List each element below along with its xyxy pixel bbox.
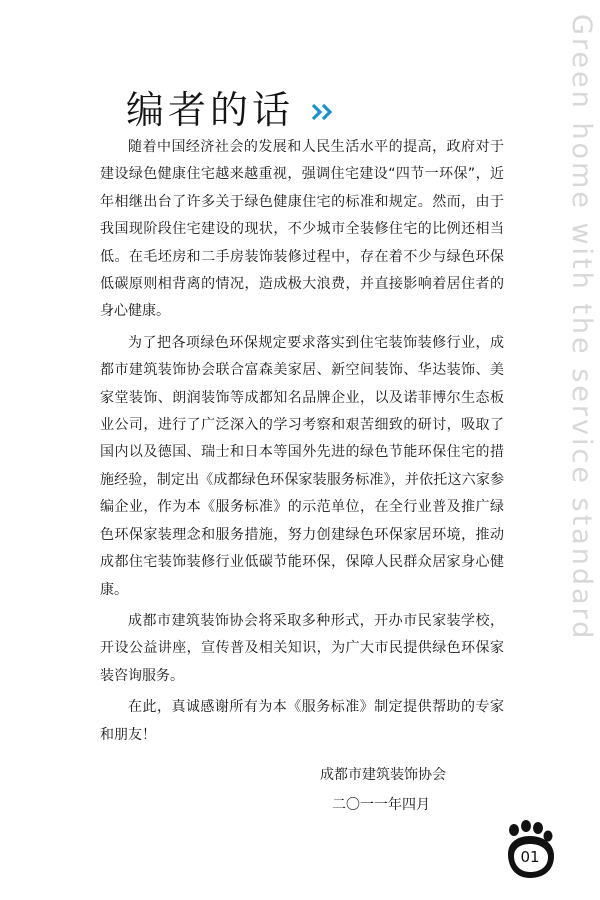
paragraph-2: 为了把各项绿色环保规定要求落实到住宅装饰装修行业，成都市建筑装饰协会联合富森美家居、新空间装饰、华达装饰、美家堂装饰、朗润装饰等成都知名品牌企业，以及诺菲博尔生态板业公司，进行了广泛深入的学习考察和艰苦细致的研讨，吸取了国内以及德国、瑞士和日本等国外先进的绿色节能环保住宅的措施经验，制定出《成都绿色环保家装服务标准》，并依托这六家参编企业，作为本《服务标准》的示范单位，在全行业普及推广绿色环保家装理念和服务措施，努力创建绿色环保家居环境，推动成都住宅装饰装修行业低碳节能环保，保障人民群众居家身心健康。 [100,334,504,598]
double-chevron-right-icon [310,102,336,122]
paragraph-4: 在此，真诚感谢所有为本《服务标准》制定提供帮助的专家和朋友！ [100,699,504,743]
title-group [126,78,336,134]
editor-note-body [100,134,504,749]
paragraph-3: 成都市建筑装饰协会将采取多种形式，开办市民家装学校，开设公益讲座，宣传普及相关知识，为广大市民提供绿色环保家装咨询服务。 [100,612,504,684]
page-title: 编者的话 [126,87,295,132]
signature-organization: 成都市建筑装饰协会 [320,767,446,783]
side-slogan: Green home with the service standard [566,14,597,642]
page-number: 01 [520,848,540,866]
signature-date: 二〇一一年四月 [332,797,430,813]
paragraph-1: 随着中国经济社会的发展和人民生活水平的提高，政府对于建设绿色健康住宅越来越重视，强调住宅建设“四节一环保”，近年相继出台了许多关于绿色健康住宅的标准和规定。然而，由于我国现阶段住宅建设的现状，不少城市全装修住宅的比例还相当低。在毛坯房和二手房装饰装修过程中，存在着不少与绿色环保低碳原则相背离的情况，造成极大浪费，并直接影响着居住者的身心健康。 [100,139,504,320]
